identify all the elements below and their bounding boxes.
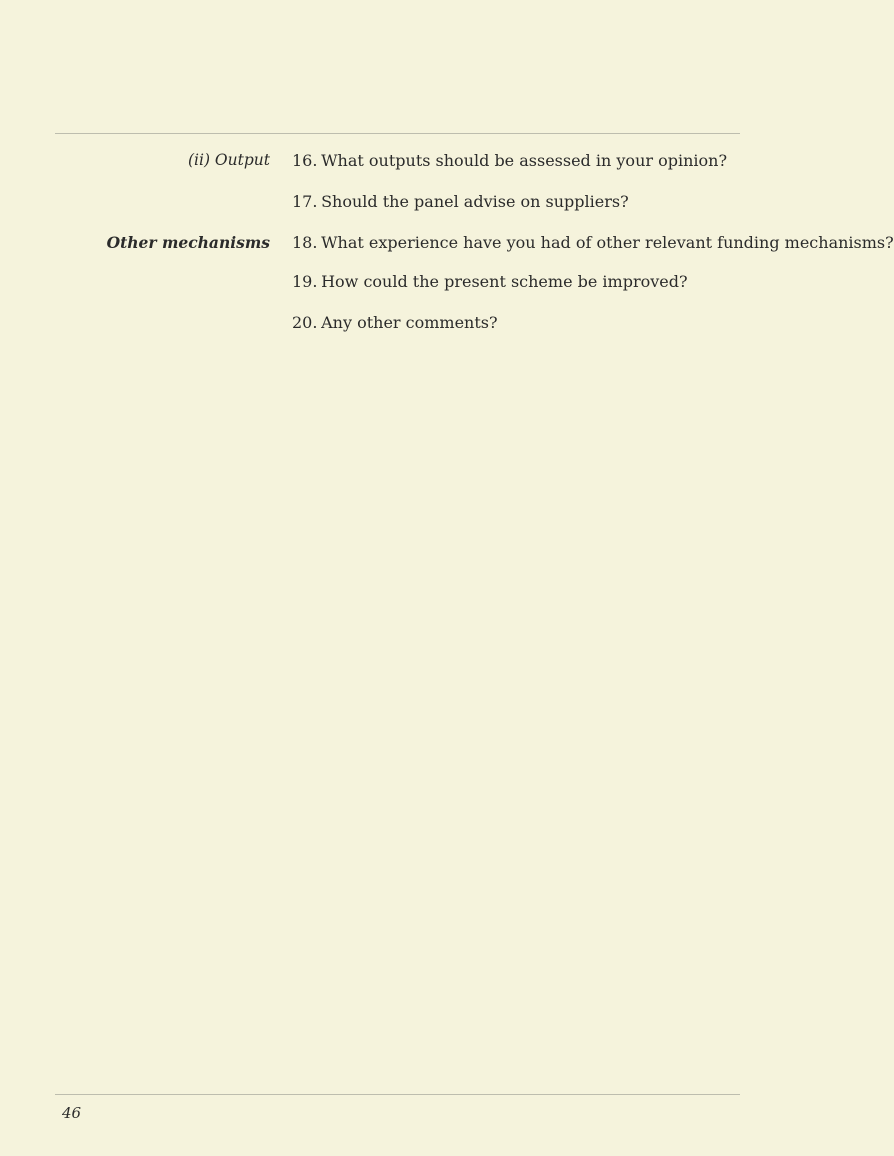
question-number: 19.	[292, 272, 318, 291]
bottom-rule	[55, 1094, 740, 1095]
question-20	[292, 313, 498, 332]
question-19	[292, 272, 688, 291]
question-18	[292, 233, 894, 252]
question-17	[292, 192, 629, 211]
question-text: Any other comments?	[321, 313, 498, 332]
question-text: What experience have you had of other relevant funding mechanisms?	[321, 233, 894, 252]
section-label-other-mechanisms: Other mechanisms	[106, 233, 270, 252]
question-16	[292, 151, 727, 170]
question-text: Should the panel advise on suppliers?	[321, 192, 629, 211]
question-number: 18.	[292, 233, 318, 252]
question-text: What outputs should be assessed in your opinion?	[321, 151, 728, 170]
question-number: 20.	[292, 313, 318, 332]
question-text: How could the present scheme be improved?	[321, 272, 688, 291]
question-number: 16.	[292, 151, 318, 170]
question-number: 17.	[292, 192, 318, 211]
top-rule	[55, 133, 740, 134]
section-label-output: (ii) Output	[188, 151, 270, 169]
page-number: 46	[62, 1104, 82, 1122]
